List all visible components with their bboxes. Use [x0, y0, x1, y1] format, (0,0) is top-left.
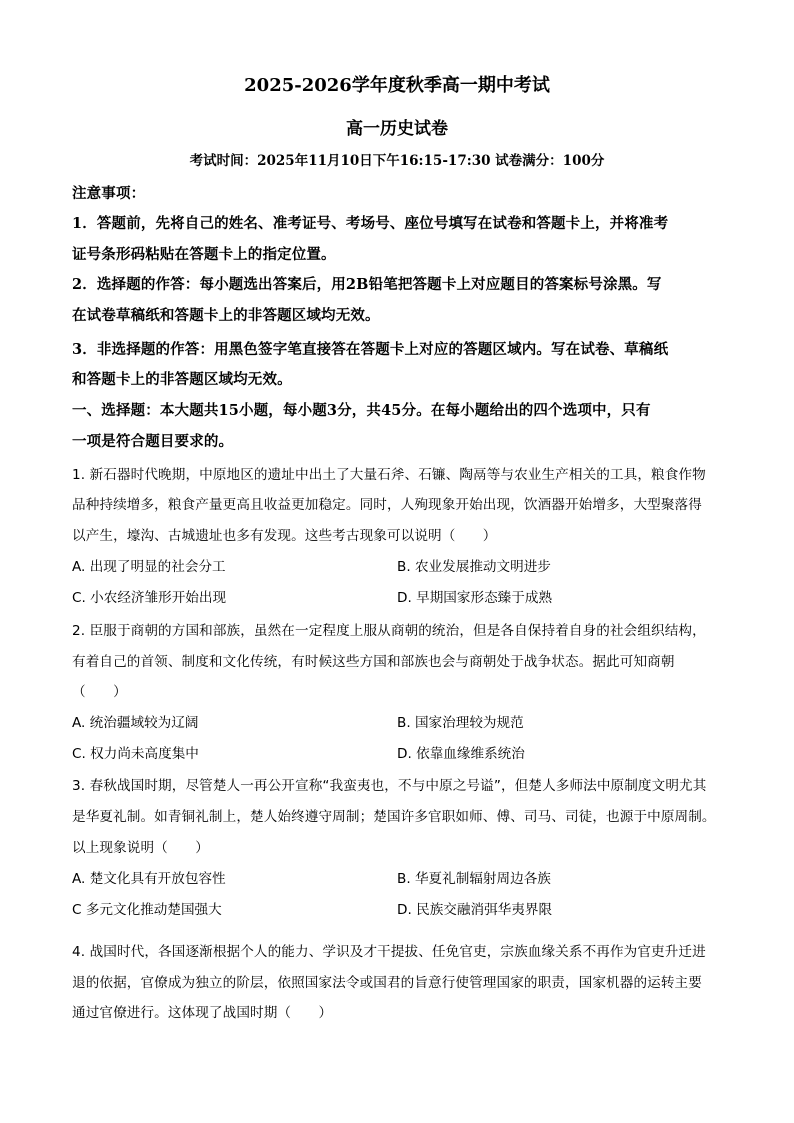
- question-2-option-d: D. 依靠血缘维系统治: [397, 746, 525, 762]
- notes-heading: 注意事项：: [72, 185, 146, 202]
- question-1-text: 以产生，壕沟、古城遗址也多有发现。这些考古现象可以说明（ ）: [72, 528, 497, 544]
- question-1-text: 品种持续增多，粮食产量更高且收益更加稳定。同时，人殉现象开始出现，饮酒器开始增多，大型聚落得: [72, 497, 702, 513]
- section-heading: 一项是符合题目要求的。: [72, 433, 234, 450]
- question-2-text: （ ）: [72, 684, 127, 700]
- section-heading: 一、选择题：本大题共15小题，每小题3分，共45分。在每小题给出的四个选项中，只有: [72, 402, 651, 419]
- question-3-option-b: B. 华夏礼制辐射周边各族: [397, 871, 551, 887]
- question-3-option-c: C 多元文化推动楚国强大: [72, 902, 222, 918]
- question-4-text: 退的依据，官僚成为独立的阶层，依照国家法令或国君的旨意行使管理国家的职责，国家机器的运转主要: [72, 975, 702, 991]
- question-1-option-a: A. 出现了明显的社会分工: [72, 559, 226, 575]
- note-line: 2．选择题的作答：每小题选出答案后，用2B铅笔把答题卡上对应题目的答案标号涂黑。写: [72, 276, 662, 293]
- exam-info: 考试时间：2025年11月10日下午16:15-17:30 试卷满分：100分: [189, 153, 605, 169]
- question-3-text: 以上现象说明（ ）: [72, 840, 209, 856]
- question-1-option-b: B. 农业发展推动文明进步: [397, 559, 551, 575]
- question-2-option-a: A. 统治疆域较为辽阔: [72, 715, 199, 731]
- question-3-text: 3. 春秋战国时期，尽管楚人一再公开宣称“我蛮夷也，不与中原之号谥”，但楚人多师法中原制度文明尤其: [72, 778, 707, 794]
- question-2-option-c: C. 权力尚未高度集中: [72, 746, 199, 762]
- question-3-option-d: D. 民族交融消弭华夷界限: [397, 902, 553, 918]
- question-3-option-a: A. 楚文化具有开放包容性: [72, 871, 226, 887]
- exam-title: 2025-2026学年度秋季高一期中考试: [244, 75, 550, 96]
- note-line: 证号条形码粘贴在答题卡上的指定位置。: [72, 246, 336, 263]
- note-line: 1．答题前，先将自己的姓名、准考证号、考场号、座位号填写在试卷和答题卡上，并将准考: [72, 215, 669, 232]
- question-3-text: 是华夏礼制。如青铜礼制上，楚人始终遵守周制；楚国许多官职如师、傅、司马、司徒，也源于中原周制。: [72, 809, 716, 825]
- question-2-text: 有着自己的首领、制度和文化传统，有时候这些方国和部族也会与商朝处于战争状态。据此可知商朝: [72, 654, 675, 670]
- question-1-option-c: C. 小农经济雏形开始出现: [72, 590, 227, 606]
- note-line: 在试卷草稿纸和答题卡上的非答题区域均无效。: [72, 307, 380, 324]
- question-1-option-d: D. 早期国家形态臻于成熟: [397, 590, 553, 606]
- question-4-text: 4. 战国时代，各国逐渐根据个人的能力、学识及才干提拔、任免官吏，宗族血缘关系不再作为官吏升迁进: [72, 944, 706, 960]
- note-line: 和答题卡上的非答题区域均无效。: [72, 371, 292, 388]
- note-line: 3．非选择题的作答：用黑色签字笔直接答在答题卡上对应的答题区域内。写在试卷、草稿纸: [72, 341, 669, 358]
- question-4-text: 通过官僚进行。这体现了战国时期（ ）: [72, 1005, 333, 1021]
- question-2-text: 2. 臣服于商朝的方国和部族，虽然在一定程度上服从商朝的统治，但是各自保持着自身的社会组织结构，: [72, 623, 706, 639]
- exam-subtitle: 高一历史试卷: [346, 119, 448, 139]
- question-1-text: 1. 新石器时代晚期，中原地区的遗址中出土了大量石斧、石镰、陶鬲等与农业生产相关的工具，粮食作物: [72, 467, 706, 483]
- question-2-option-b: B. 国家治理较为规范: [397, 715, 524, 731]
